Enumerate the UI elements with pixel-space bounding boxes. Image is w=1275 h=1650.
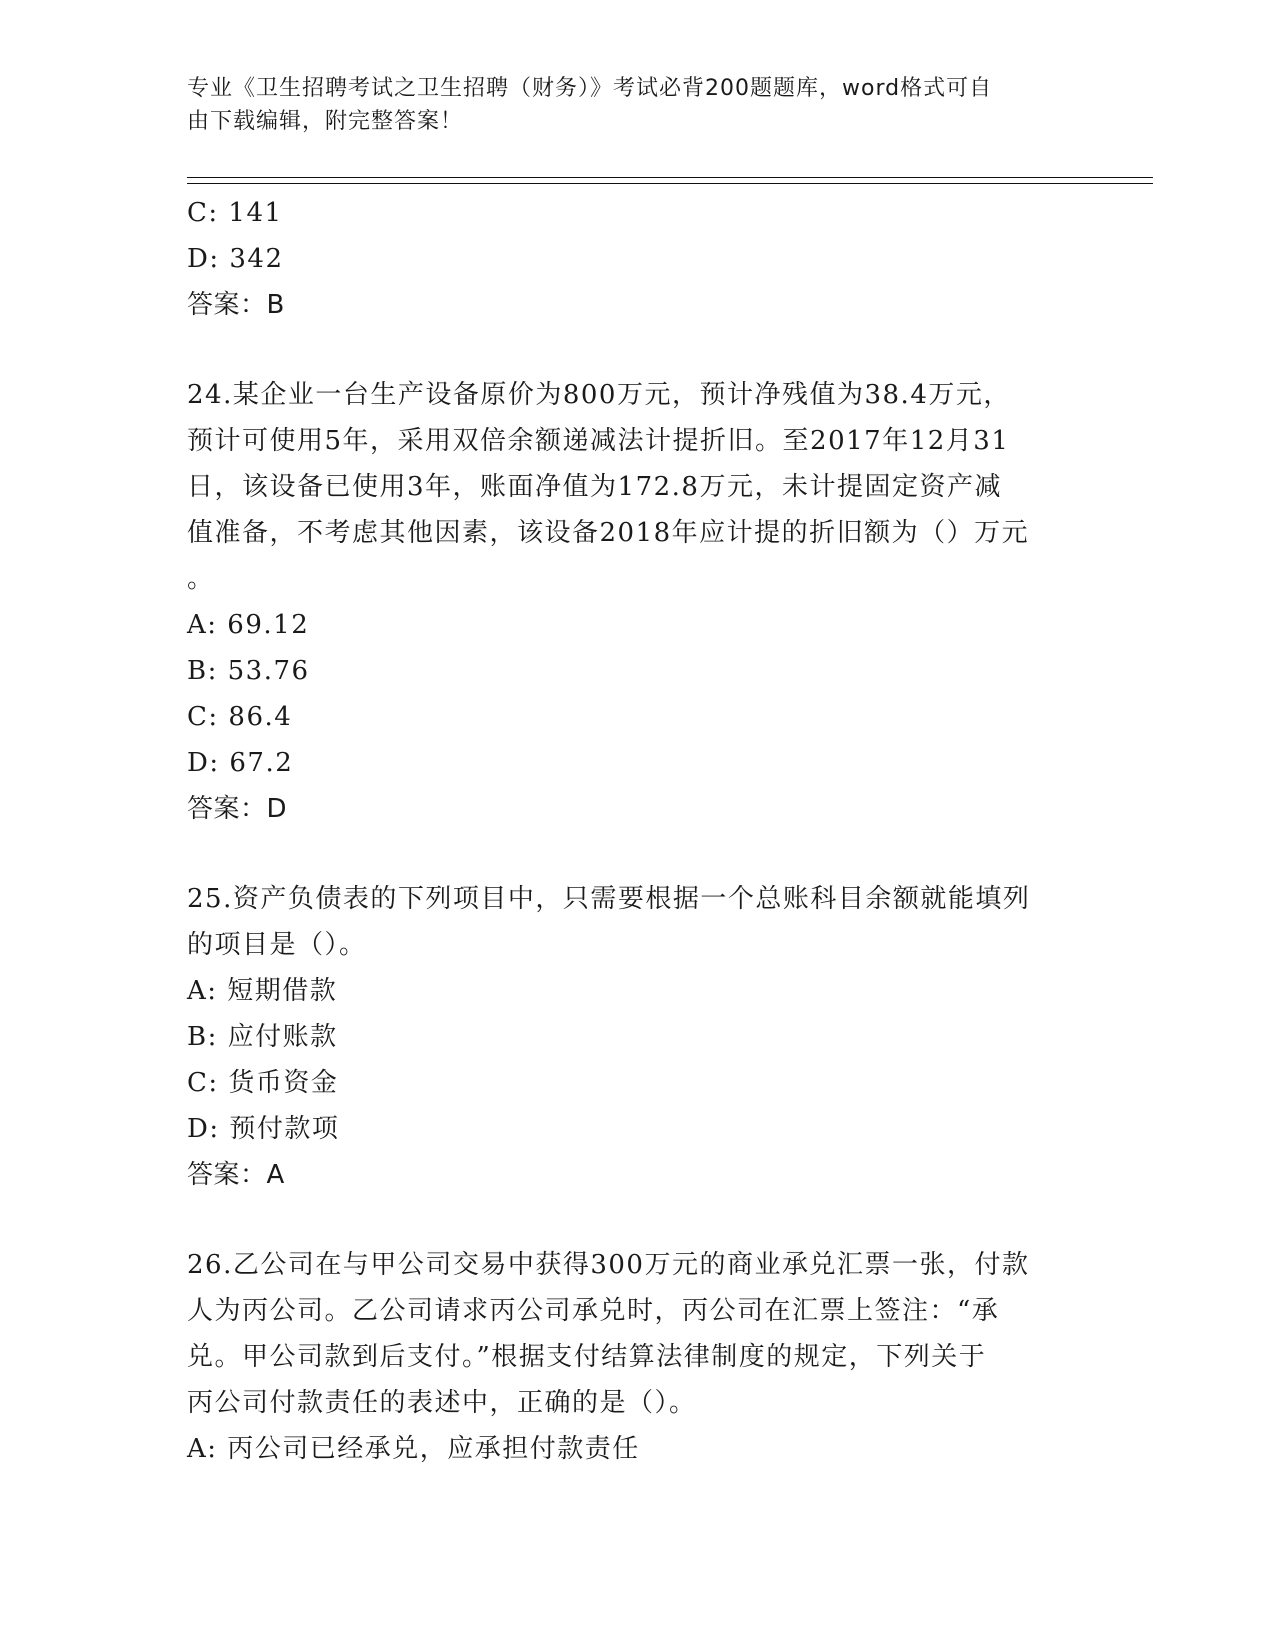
prev-option-c: C: 141 xyxy=(187,198,283,228)
header-rule-top xyxy=(187,177,1153,178)
q24-line-3: 日，该设备已使用3年，账面净值为172.8万元，未计提固定资产减 xyxy=(187,472,1002,502)
question-content xyxy=(187,190,1087,1472)
header-line-2: 由下载编辑，附完整答案！ xyxy=(187,109,464,134)
q24-option-a: A: 69.12 xyxy=(187,610,310,640)
q24-line-4: 值准备，不考虑其他因素，该设备2018年应计提的折旧额为（）万元 xyxy=(187,518,1030,548)
document-header xyxy=(187,72,1067,138)
prev-answer: 答案：B xyxy=(187,290,285,320)
q24-option-d: D: 67.2 xyxy=(187,748,294,778)
q25-option-c: C: 货币资金 xyxy=(187,1068,339,1098)
q26-option-a: A: 丙公司已经承兑，应承担付款责任 xyxy=(187,1434,640,1464)
q25-line-2: 的项目是（）。 xyxy=(187,930,367,960)
question-25 xyxy=(187,876,1087,1198)
q26-line-1: 26.乙公司在与甲公司交易中获得300万元的商业承兑汇票一张，付款 xyxy=(187,1250,1030,1280)
q24-line-5: 。 xyxy=(187,564,215,594)
q26-line-3: 兑。甲公司款到后支付。”根据支付结算法律制度的规定，下列关于 xyxy=(187,1342,987,1372)
q25-line-1: 25.资产负债表的下列项目中，只需要根据一个总账科目余额就能填列 xyxy=(187,884,1031,914)
q25-option-a: A: 短期借款 xyxy=(187,976,338,1006)
q26-line-4: 丙公司付款责任的表述中，正确的是（）。 xyxy=(187,1388,697,1418)
q24-option-b: B: 53.76 xyxy=(187,656,310,686)
q24-line-2: 预计可使用5年，采用双倍余额递减法计提折旧。至2017年12月31 xyxy=(187,426,1010,456)
q24-answer: 答案：D xyxy=(187,794,288,824)
q26-line-2: 人为丙公司。乙公司请求丙公司承兑时，丙公司在汇票上签注：“承 xyxy=(187,1296,1000,1326)
header-rule-bottom xyxy=(187,183,1153,184)
q25-option-d: D: 预付款项 xyxy=(187,1114,340,1144)
header-line-1: 专业《卫生招聘考试之卫生招聘（财务）》考试必背200题题库，word格式可自 xyxy=(187,76,993,101)
q25-option-b: B: 应付账款 xyxy=(187,1022,338,1052)
q24-option-c: C: 86.4 xyxy=(187,702,293,732)
q24-line-1: 24.某企业一台生产设备原价为800万元，预计净残值为38.4万元， xyxy=(187,380,1011,410)
question-26 xyxy=(187,1242,1087,1472)
q25-answer: 答案：A xyxy=(187,1160,285,1190)
prev-option-d: D: 342 xyxy=(187,244,284,274)
question-24 xyxy=(187,372,1087,832)
